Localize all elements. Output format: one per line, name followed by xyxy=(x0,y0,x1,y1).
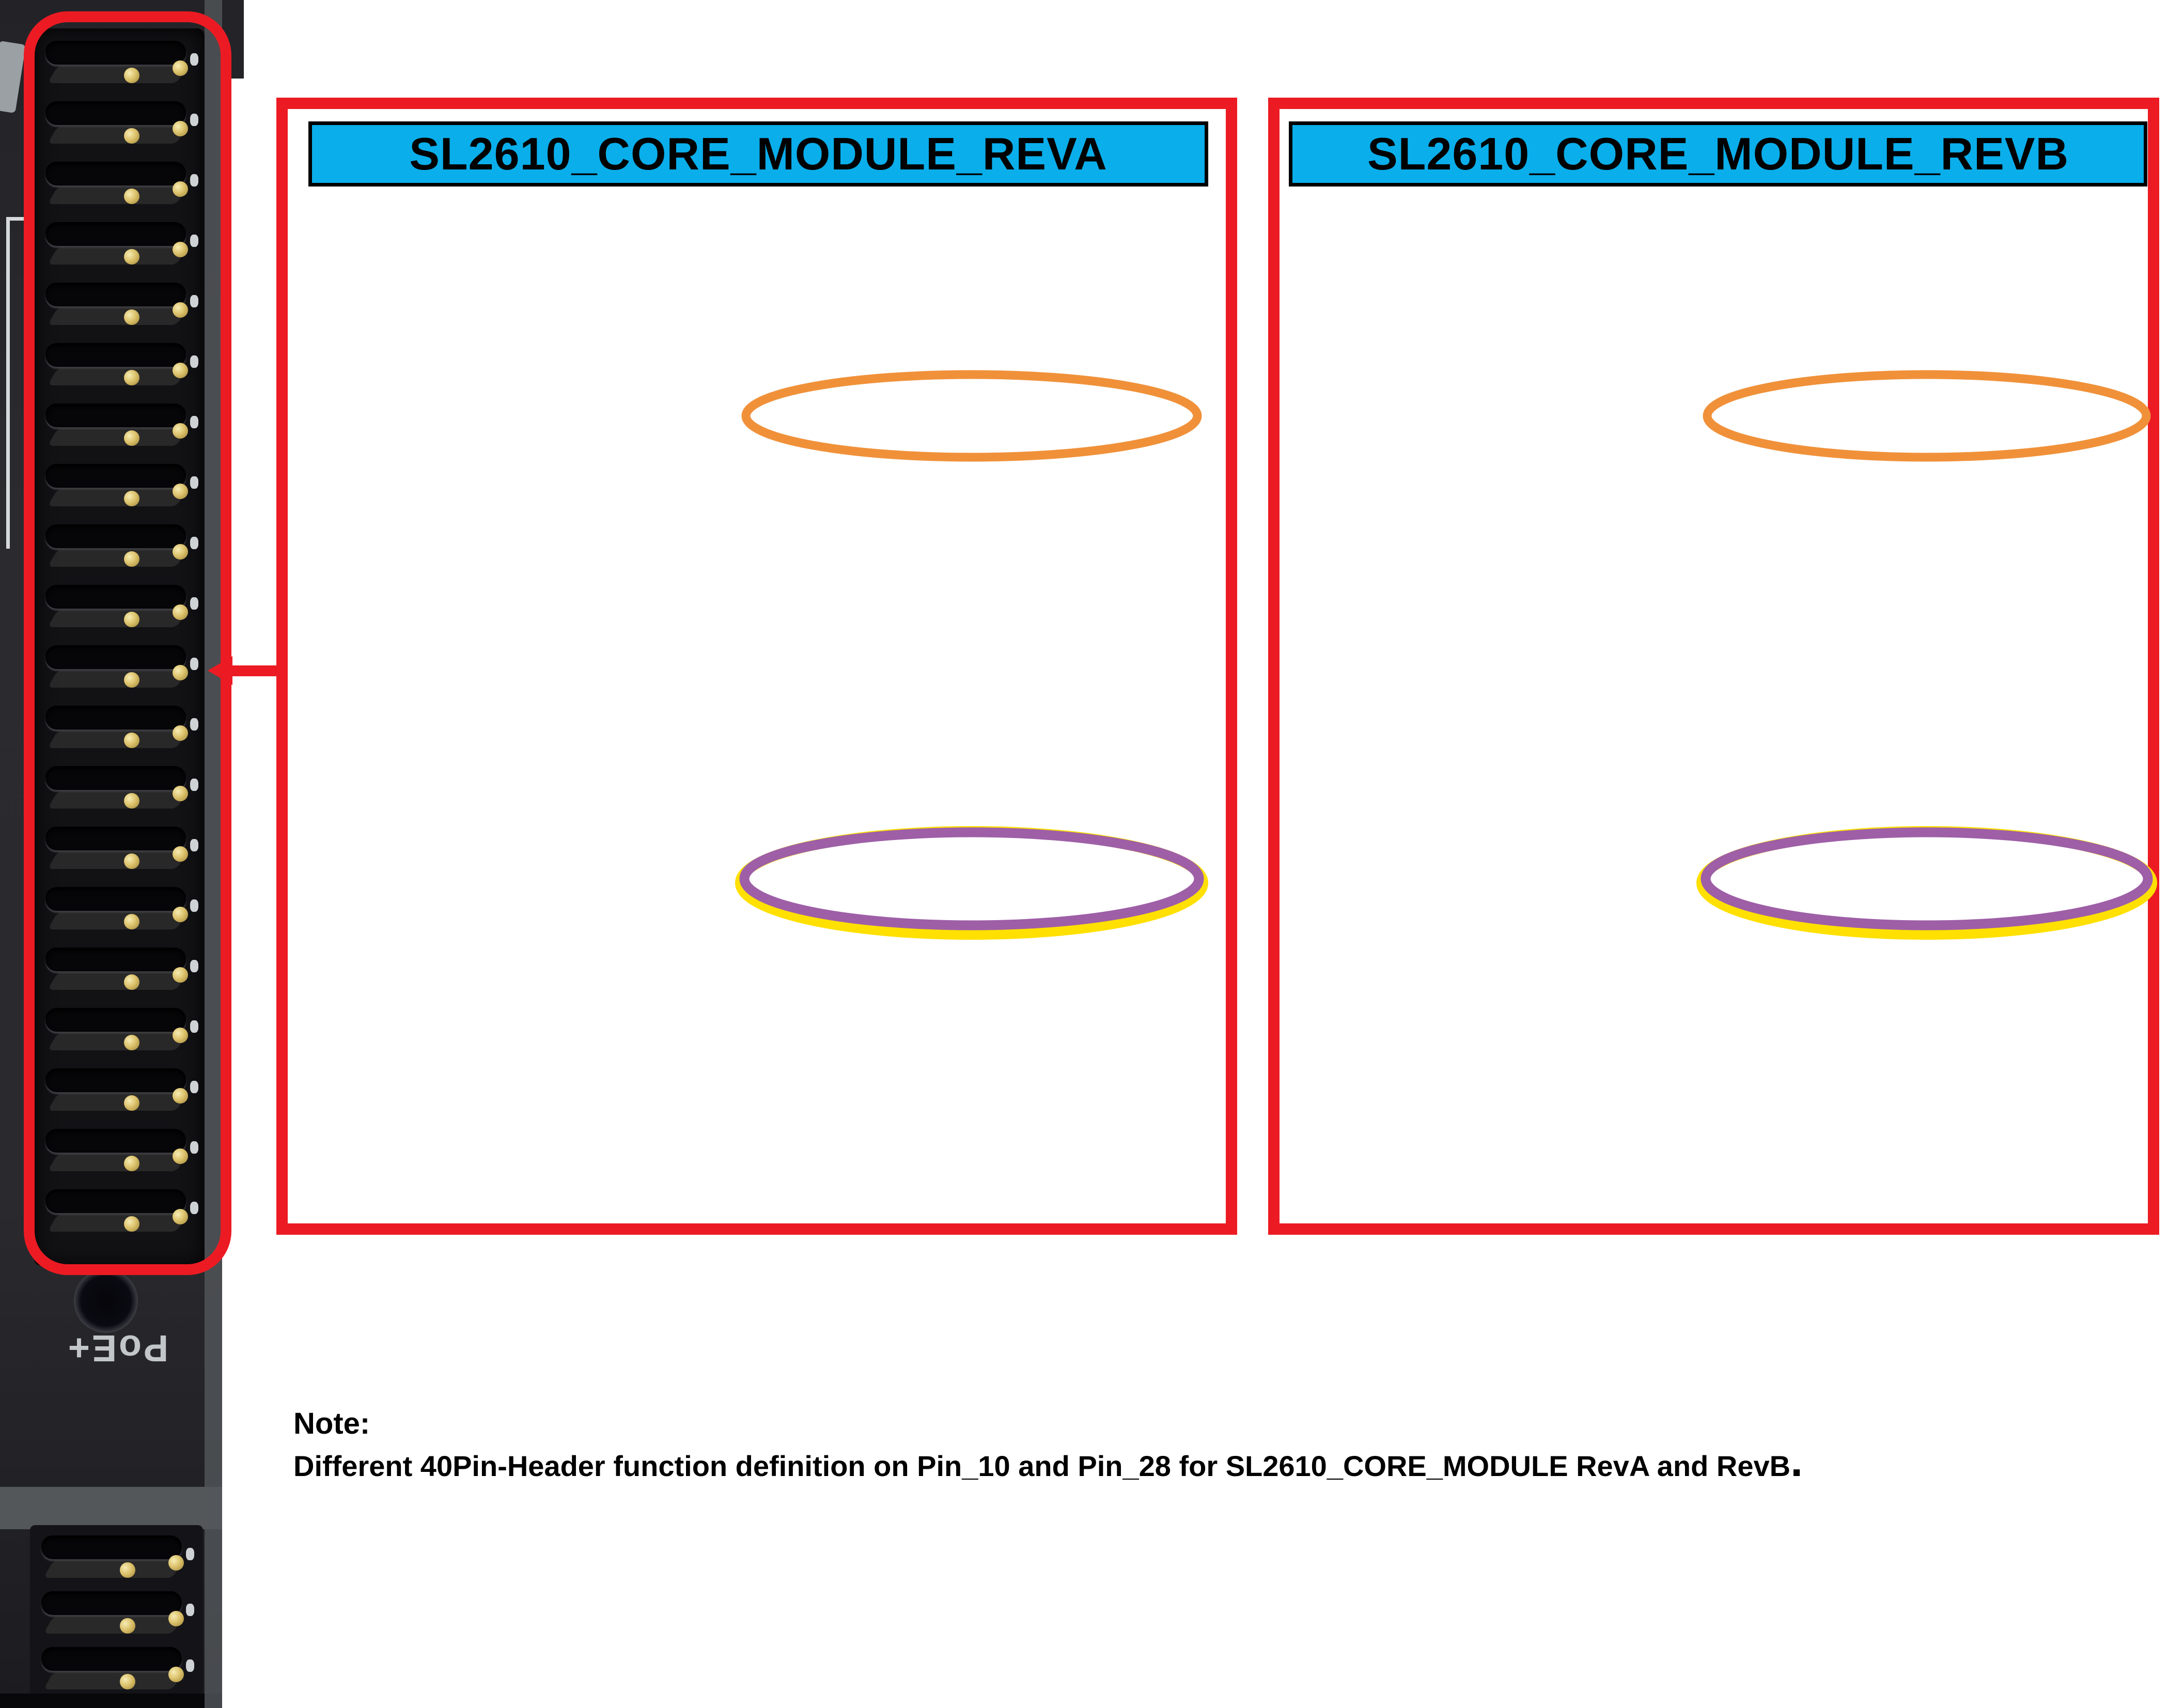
pcb-texture-band xyxy=(0,1487,222,1529)
pin-slot-part xyxy=(41,1591,182,1615)
gold-pin-icon xyxy=(168,1555,184,1571)
gold-pin-icon xyxy=(120,1674,135,1689)
rev-a-pinout-panel xyxy=(276,98,1237,1235)
pin-slot-part xyxy=(186,1604,194,1616)
note-text: Different 40Pin-Header function definition on Pin_10 and Pin_28 for SL2610_CORE_MODULE RevA and RevB. xyxy=(293,1436,1803,1486)
bottom-pin-header xyxy=(30,1525,203,1697)
pin-slot-part xyxy=(186,1548,194,1560)
gold-pin-icon xyxy=(120,1562,135,1578)
pin-slot-part xyxy=(41,1535,182,1559)
connector-metal-part xyxy=(0,41,26,113)
pin-slot-part xyxy=(43,1616,183,1634)
header-pin-slot xyxy=(38,1586,193,1644)
note xyxy=(293,1406,1803,1486)
header-pin-slot xyxy=(38,1530,193,1588)
pcb-bottom-edge xyxy=(0,1694,222,1708)
table-header-row xyxy=(1291,123,2146,185)
table-title: SL2610_CORE_MODULE_REVA xyxy=(310,123,1207,185)
rev-b-pinout-panel xyxy=(1268,98,2159,1235)
poe-silkscreen-label: PoE+ xyxy=(66,1327,168,1369)
pin-slot-part xyxy=(41,1647,182,1671)
rev-b-pinout-table xyxy=(1289,121,2147,1213)
table-header-row xyxy=(310,123,1207,185)
pin-slot-part xyxy=(43,1560,183,1578)
gold-pin-icon xyxy=(168,1667,184,1682)
gold-pin-icon xyxy=(168,1611,184,1626)
rev-a-pinout-table xyxy=(308,121,1208,1213)
header-highlight-outline xyxy=(24,11,231,1275)
arrow-left-icon xyxy=(208,656,232,685)
screw-hole-icon xyxy=(74,1269,138,1333)
pin-slot-part xyxy=(186,1659,194,1672)
table-title: SL2610_CORE_MODULE_REVB xyxy=(1291,123,2146,185)
header-pin-slot xyxy=(38,1642,193,1700)
note-period: . xyxy=(1790,1436,1803,1486)
pin-slot-part xyxy=(43,1672,183,1689)
note-label: Note: xyxy=(293,1407,370,1440)
pcb-trace xyxy=(6,220,10,549)
gold-pin-icon xyxy=(120,1618,135,1634)
